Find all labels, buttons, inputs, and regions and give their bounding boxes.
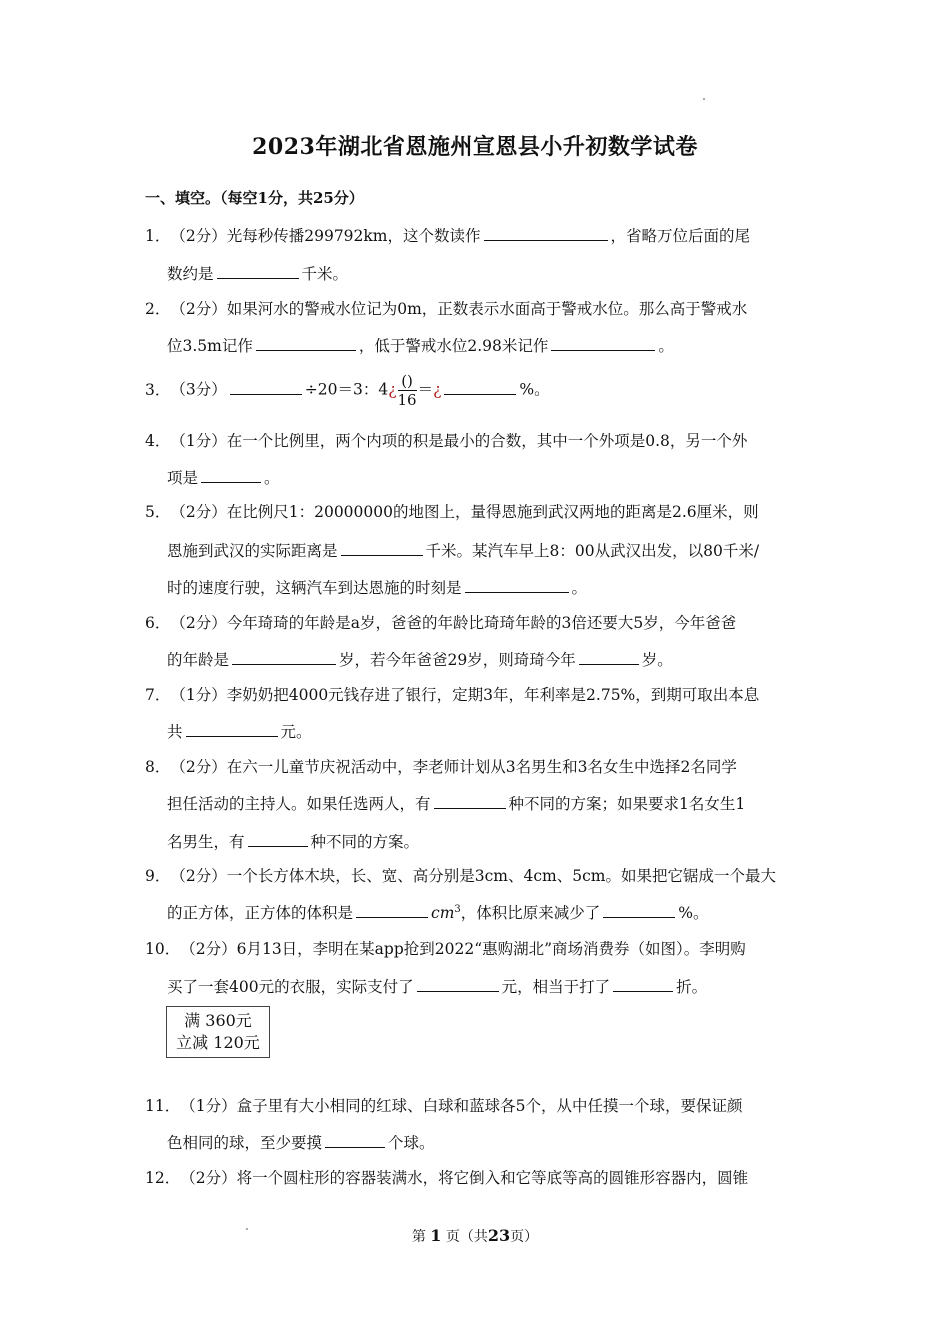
question-4: 4．（1分）在一个比例里，两个内项的积是最小的合数，其中一个外项是0.8，另一个外 — [145, 432, 748, 450]
question-6-cont: 的年龄是 岁，若今年爸爸29岁，则琦琦今年 岁。 — [167, 651, 673, 669]
question-4-cont: 项是 。 — [167, 469, 280, 487]
answer-blank[interactable] — [417, 977, 499, 992]
answer-blank[interactable] — [484, 226, 608, 241]
answer-blank[interactable] — [356, 903, 428, 918]
answer-blank[interactable] — [603, 903, 675, 918]
question-5: 5．（2分）在比例尺1：20000000的地图上，量得恩施到武汉两地的距离是2.6厘米，则 — [145, 503, 759, 521]
question-3: 3．（3分） ÷20＝3：4¿ $\frac{()}{16}$ ＝¿ %。 — [145, 372, 550, 409]
answer-blank[interactable] — [186, 722, 278, 737]
answer-blank[interactable] — [256, 336, 356, 351]
question-7-cont: 共 元。 — [167, 723, 312, 741]
answer-blank[interactable] — [248, 832, 308, 847]
question-12: 12．（2分）将一个圆柱形的容器装满水，将它倒入和它等底等高的圆锥形容器内，圆锥 — [145, 1169, 749, 1187]
question-9-cont: 的正方体，正方体的体积是 $cm^3$，体积比原来减少了 %。 — [167, 903, 709, 922]
question-8-cont: 担任活动的主持人。如果任选两人，有 种不同的方案；如果要求1名女生1 — [167, 795, 746, 813]
question-8-cont2: 名男生，有 种不同的方案。 — [167, 833, 420, 851]
question-10-cont: 买了一套400元的衣服，实际支付了 元，相当于打了 折。 — [167, 978, 708, 996]
answer-blank[interactable] — [230, 380, 302, 395]
scan-mark — [703, 98, 705, 100]
question-9: 9．（2分）一个长方体木块，长、宽、高分别是3cm、4cm、5cm。如果把它锯成一个最大 — [145, 867, 776, 885]
answer-blank[interactable] — [579, 650, 639, 665]
question-7: 7．（1分）李奶奶把4000元钱存进了银行，定期3年，年利率是2.75%，到期可取出本息 — [145, 686, 760, 704]
answer-blank[interactable] — [434, 794, 506, 809]
question-11-cont: 色相同的球，至少要摸 个球。 — [167, 1134, 435, 1152]
question-2: 2．（2分）如果河水的警戒水位记为0m，正数表示水面高于警戒水位。那么高于警戒水 — [145, 300, 748, 318]
answer-blank[interactable] — [201, 468, 261, 483]
answer-blank[interactable] — [444, 380, 516, 395]
coupon-box: 满 360元 立减 120元 — [166, 1006, 270, 1058]
page-footer: 第 1 页（共23页） — [411, 1226, 539, 1245]
question-5-cont: 恩施到武汉的实际距离是 千米。某汽车早上8：00从武汉出发，以80千米/ — [167, 542, 760, 560]
question-10: 10．（2分）6月13日，李明在某app抢到2022“惠购湖北”商场消费券（如图）。李明购 — [145, 940, 746, 958]
question-8: 8．（2分）在六一儿童节庆祝活动中，李老师计划从3名男生和3名女生中选择2名同学 — [145, 758, 737, 776]
question-6: 6．（2分）今年琦琦的年龄是a岁，爸爸的年龄比琦琦年龄的3倍还要大5岁，今年爸爸 — [145, 614, 737, 632]
answer-blank[interactable] — [232, 650, 336, 665]
answer-blank[interactable] — [551, 336, 655, 351]
question-1-cont: 数约是 千米。 — [167, 265, 349, 283]
question-5-cont2: 时的速度行驶，这辆汽车到达恩施的时刻是 。 — [167, 579, 588, 597]
answer-blank[interactable] — [465, 578, 569, 593]
page-title: 2023年湖北省恩施州宣恩县小升初数学试卷 — [252, 134, 698, 160]
fraction: $\frac{()}{16}$ — [397, 372, 417, 409]
question-2-cont: 位3.5m记作 ，低于警戒水位2.98米记作 。 — [167, 337, 674, 355]
answer-blank[interactable] — [341, 541, 423, 556]
question-11: 11．（1分）盒子里有大小相同的红球、白球和蓝球各5个，从中任摸一个球，要保证颜 — [145, 1097, 743, 1115]
answer-blank[interactable] — [613, 977, 673, 992]
answer-blank[interactable] — [217, 264, 299, 279]
section-heading: 一、填空。（每空1分，共25分） — [145, 189, 364, 207]
answer-blank[interactable] — [325, 1133, 385, 1148]
question-1: 1．（2分）光每秒传播299792km，这个数读作 ，省略万位后面的尾 — [145, 227, 751, 245]
